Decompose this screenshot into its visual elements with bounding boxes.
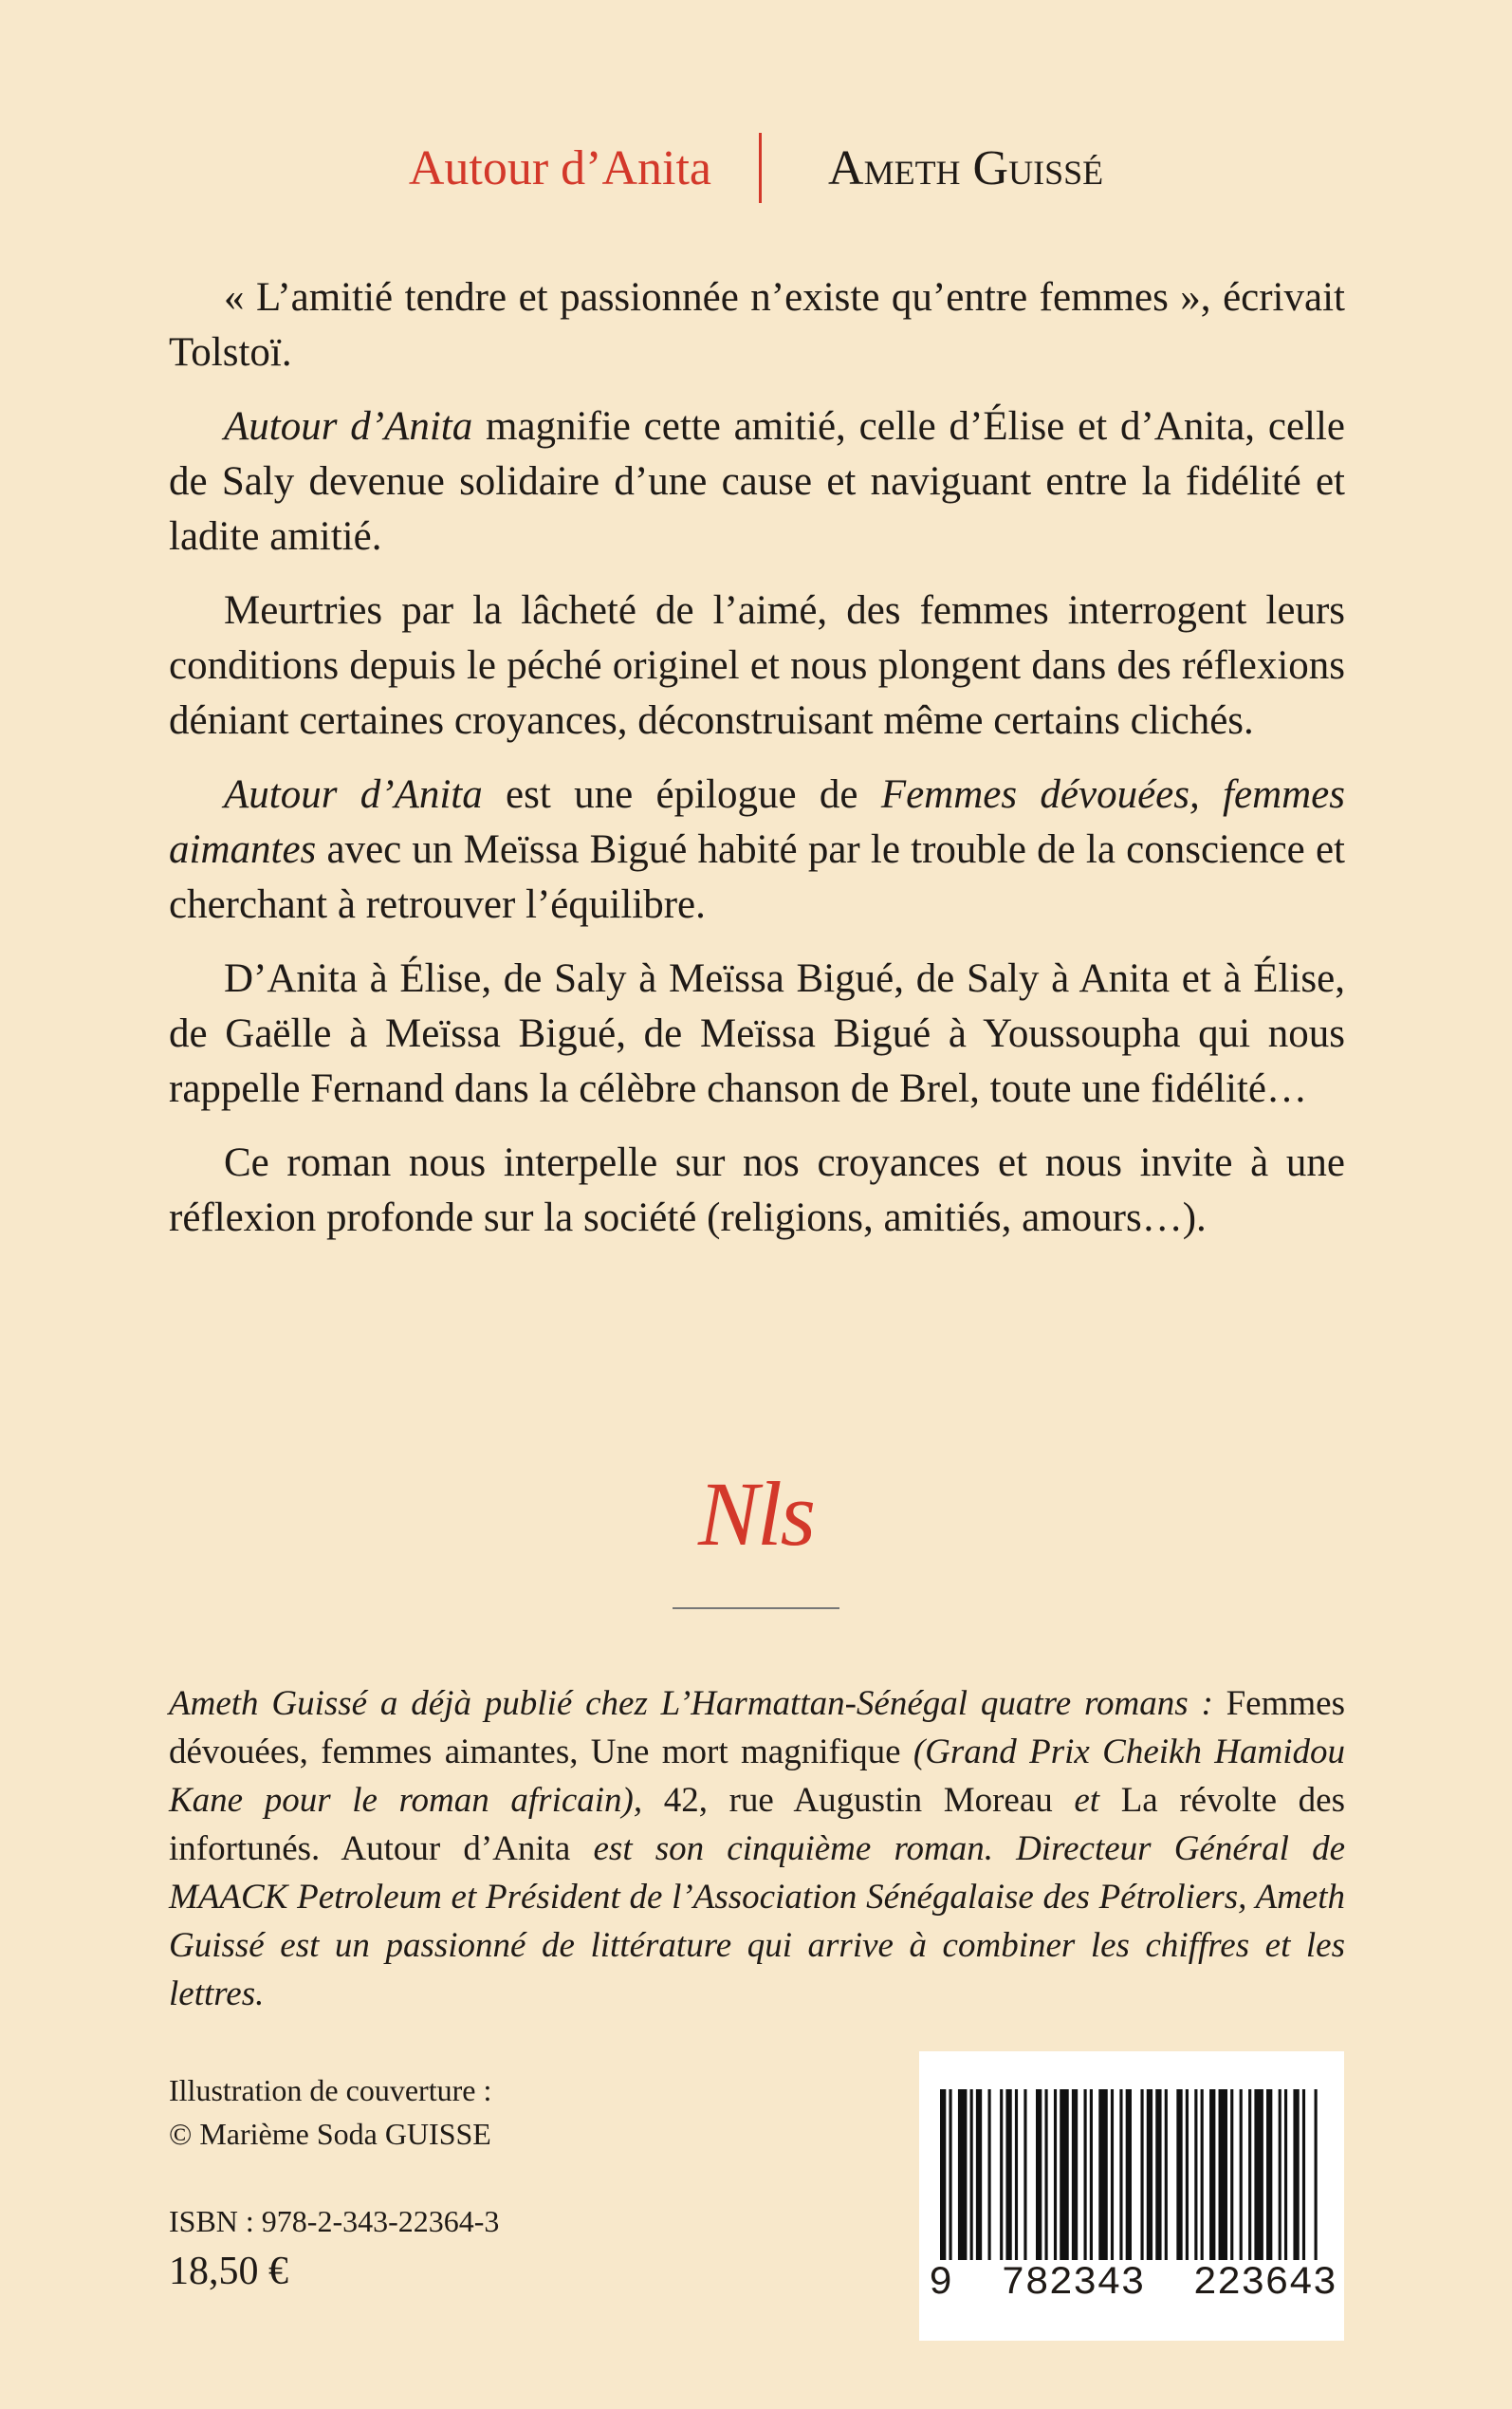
barcode-bar — [1302, 2089, 1305, 2270]
barcode-bar — [1240, 2089, 1243, 2270]
barcode-bar — [1044, 2089, 1047, 2270]
barcode-bar — [976, 2089, 982, 2270]
barcode-bar — [1072, 2089, 1078, 2270]
barcode-bar — [988, 2089, 991, 2270]
book-header — [0, 133, 1512, 203]
barcode-digits — [929, 2260, 1337, 2306]
bio-book-title-3: La révolte des infortunés. Autour d’Anita — [169, 1781, 1345, 1868]
barcode-bar — [1219, 2089, 1227, 2270]
barcode-digit-lead: 9 — [929, 2260, 953, 2306]
price: 18,50 € — [169, 2250, 288, 2293]
barcode-digits-left: 782343 — [1001, 2260, 1145, 2306]
barcode-bar — [1230, 2089, 1233, 2270]
barcode-bars — [940, 2089, 1323, 2270]
barcode-bar — [1111, 2089, 1114, 2270]
blurb-paragraph-4-rest: avec un Meïssa Bigué habité par le trouble de la conscience et cherchant à retrouver l’équilibre. — [169, 827, 1345, 927]
barcode-bar — [1315, 2089, 1318, 2270]
credits-name: © Marième Soda GUISSE — [169, 2117, 491, 2151]
barcode-bar — [1279, 2089, 1282, 2270]
barcode-bar — [1176, 2089, 1182, 2270]
barcode-bar — [970, 2089, 973, 2270]
barcode-digits-right: 223643 — [1192, 2260, 1337, 2306]
blurb-paragraph-3: Meurtries par la lâcheté de l’aimé, des femmes interrogent leurs conditions depuis le péché originel et nous plongent dans des réflexions déniant certaines croyances, déconstruisant même certains clichés. — [169, 588, 1345, 743]
barcode-bar — [1000, 2089, 1003, 2270]
barcode-bar — [1155, 2089, 1161, 2270]
barcode-bar — [1165, 2089, 1168, 2270]
bio-text-3: et — [1074, 1781, 1121, 1820]
barcode-bar — [1036, 2089, 1042, 2270]
barcode-bar — [1126, 2089, 1132, 2270]
barcode-bar — [1023, 2089, 1026, 2270]
logo-divider — [673, 1607, 839, 1609]
author-name: Ameth Guissé — [828, 140, 1104, 195]
bio-text-1: Ameth Guissé a déjà publié chez L’Harmattan-Sénégal quatre romans : — [169, 1684, 1226, 1723]
cover-credits — [169, 2068, 491, 2156]
barcode-bar — [1201, 2089, 1204, 2270]
publisher-logo: Nls — [697, 1463, 815, 1565]
book-title: Autour d’Anita — [408, 140, 712, 195]
barcode-bar — [1186, 2089, 1189, 2270]
blurb-paragraph-5: D’Anita à Élise, de Saly à Meïssa Bigué, de Saly à Anita et à Élise, de Gaëlle à Meïssa Bigué, de Meïssa Bigué à Youssoupha qui nous rappelle Fernand dans la célèbre chanson de Brel, toute une fidélité… — [169, 956, 1345, 1111]
blurb-paragraph-4 — [169, 768, 1345, 933]
bio-book-title-2: 42, rue Augustin Moreau — [663, 1781, 1075, 1820]
barcode-bar — [1005, 2089, 1011, 2270]
barcode-bar — [1147, 2089, 1152, 2270]
blurb-paragraph-2 — [169, 399, 1345, 565]
blurb-paragraph-4-text: est une épilogue de — [482, 772, 881, 817]
barcode-bar — [1119, 2089, 1122, 2270]
barcode-bar — [1209, 2089, 1215, 2270]
barcode-bar — [1090, 2089, 1093, 2270]
barcode-bar — [940, 2089, 946, 2270]
barcode-bar — [1254, 2089, 1263, 2270]
blurb — [169, 270, 1345, 1265]
barcode-bar — [1140, 2089, 1143, 2270]
barcode — [919, 2051, 1344, 2341]
barcode-bar — [1284, 2089, 1287, 2270]
book-title-italic: Autour d’Anita — [224, 772, 483, 817]
book-title-italic: Autour d’Anita — [224, 404, 473, 449]
barcode-bar — [1266, 2089, 1272, 2270]
barcode-bar — [1293, 2089, 1299, 2270]
bio-text-2: (Grand Prix Cheikh Hamidou Kane pour le roman africain), — [169, 1733, 1345, 1820]
blurb-paragraph-2-text: magnifie cette amitié, celle d’Élise et d’Anita, celle de Saly devenue solidaire d’une cause et naviguant entre la fidélité et ladite amitié. — [169, 404, 1346, 559]
credits-label: Illustration de couverture : — [169, 2073, 492, 2107]
barcode-bar — [1015, 2089, 1018, 2270]
blurb-paragraph-1: « L’amitié tendre et passionnée n’existe qu’entre femmes », écrivait Tolstoï. — [169, 275, 1345, 375]
previous-book-title: Femmes dévouées, femmes aimantes — [169, 772, 1345, 872]
isbn: ISBN : 978-2-343-22364-3 — [169, 2204, 500, 2238]
blurb-paragraph-6: Ce roman nous interpelle sur nos croyances et nous invite à une réflexion profonde sur la société (religions, amitiés, amours…). — [169, 1140, 1345, 1240]
bio-text-4: est son cinquième roman. Directeur Général de MAACK Petroleum et Président de l’Association Sénégalaise des Pétroliers, Ameth Guissé est un passionné de littérature qui arrive à combiner les chiffres et les lettres. — [169, 1829, 1346, 2013]
barcode-bar — [1194, 2089, 1197, 2270]
barcode-bar — [1054, 2089, 1057, 2270]
barcode-bar — [1060, 2089, 1068, 2270]
barcode-bar — [1084, 2089, 1087, 2270]
barcode-bar — [958, 2089, 967, 2270]
author-bio — [169, 1679, 1345, 2018]
bio-book-titles-1: Femmes dévouées, femmes aimantes, Une mort magnifique — [169, 1684, 1345, 1771]
barcode-bar — [949, 2089, 951, 2270]
barcode-bar — [1248, 2089, 1251, 2270]
header-divider — [759, 133, 762, 203]
barcode-bar — [1098, 2089, 1107, 2270]
